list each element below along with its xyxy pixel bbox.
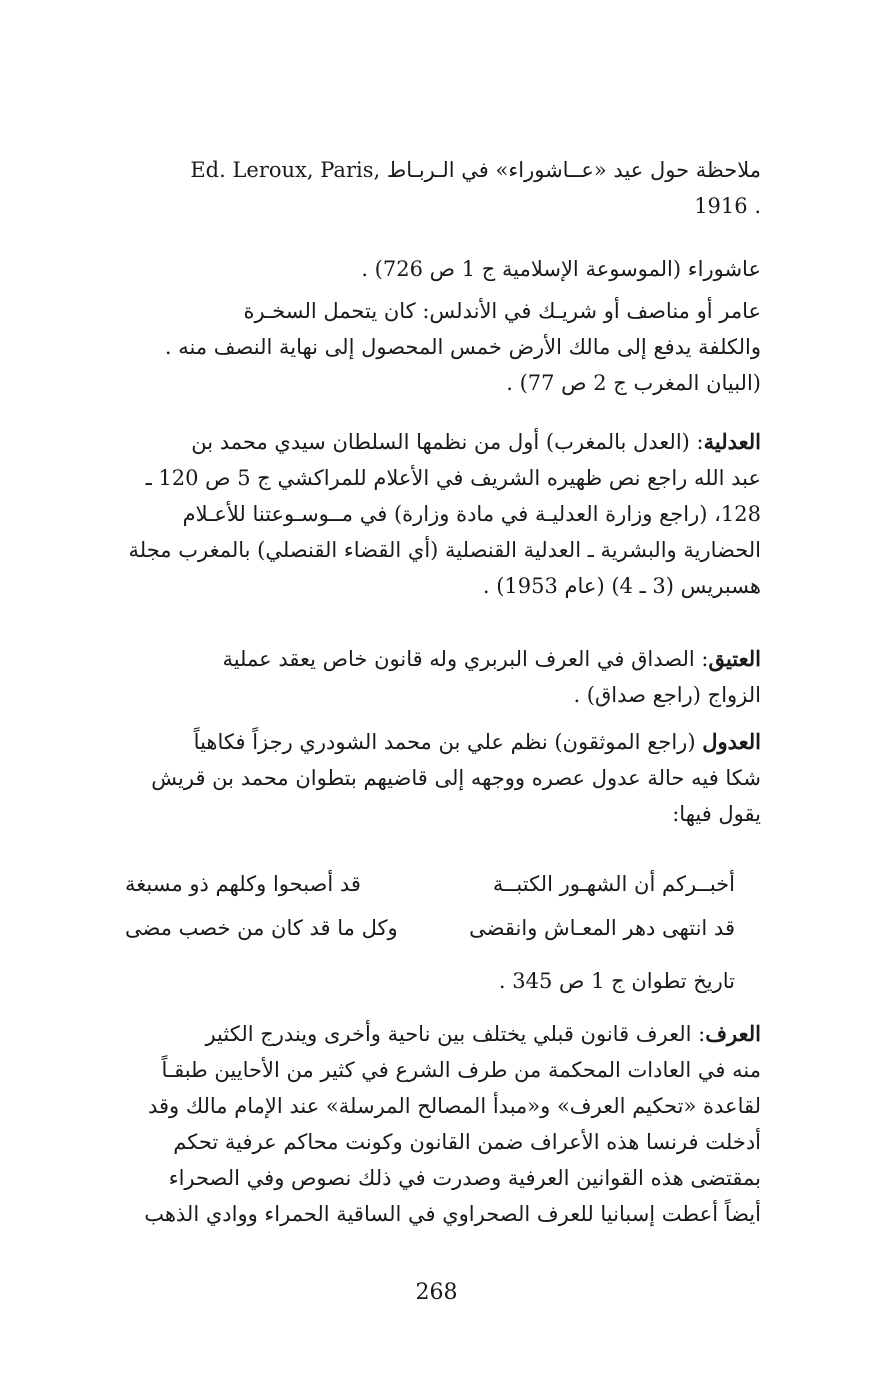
entry-line: الزواج (راجع صداق) . bbox=[573, 683, 761, 707]
entry-line: والكلفة يدفع إلى مالك الأرض خمس المحصول إلى نهاية النصف منه . bbox=[164, 335, 761, 359]
entry-line: الحضارية والبشرية ـ العدلية القنصلية (أي القضاء القنصلي) بالمغرب مجلة bbox=[128, 538, 761, 562]
entry-line bbox=[111, 641, 761, 677]
entry-urf bbox=[111, 1016, 761, 1232]
entry-text: (راجع الموثقون) نظم علي بن محمد الشودري رجزاً فكاهياً bbox=[193, 730, 703, 754]
entry-text: : الصداق في العرف البربري وله قانون خاص يعقد عملية bbox=[222, 647, 709, 671]
entry-udul bbox=[111, 724, 761, 832]
entry-line: أيضاً أعطت إسبانيا للعرف الصحراوي في الساقية الحمراء ووادي الذهب bbox=[144, 1202, 761, 1226]
verse-first-hemistich: أخبــركم أن الشهـور الكتبــة bbox=[492, 872, 735, 896]
entry-line: عاشوراء (الموسوعة الإسلامية ج 1 ص 726) . bbox=[361, 257, 761, 281]
entry-line: شكا فيه حالة عدول عصره ووجهه إلى قاضيهم بتطوان محمد بن قريش bbox=[151, 766, 761, 790]
verse-second-hemistich: قد أصبحوا وكلهم ذو مسبغة bbox=[125, 872, 361, 896]
entry-text: : العرف قانون قبلي يختلف بين ناحية وأخرى ويندرج الكثير bbox=[205, 1022, 706, 1046]
entry-ashura bbox=[111, 251, 761, 287]
entry-adliya bbox=[111, 424, 761, 604]
entry-ateeq bbox=[111, 641, 761, 713]
entry-line: (البيان المغرب ج 2 ص 77) . bbox=[506, 371, 761, 395]
entry-line: منه في العادات المحكمة من طرف الشرع في كثير من الأحايين طبقـاً bbox=[161, 1058, 761, 1082]
verse-second-hemistich: وكل ما قد كان من خصب مضى bbox=[125, 916, 398, 940]
entry-line: تاريخ تطوان ج 1 ص 345 . bbox=[498, 969, 735, 993]
entry-line: هسبريس (3 ـ 4) (عام 1953) . bbox=[482, 574, 761, 598]
entry-line: عامر أو مناصف أو شريـك في الأندلس: كان يتحمل السخـرة bbox=[243, 299, 761, 323]
entry-line: 128، (راجع وزارة العدليـة في مادة وزارة) في مــوسـوعتنا للأعـلام bbox=[182, 502, 761, 526]
page-number: 268 bbox=[415, 1280, 458, 1305]
entry-leroux-note bbox=[111, 152, 761, 224]
poem-verse bbox=[125, 866, 735, 902]
entry-line bbox=[111, 1016, 761, 1052]
entry-term: العدلية bbox=[703, 429, 761, 454]
entry-line bbox=[111, 152, 761, 188]
entry-term: العرف bbox=[705, 1021, 761, 1046]
entry-line: . 1916 bbox=[694, 194, 761, 218]
entry-line bbox=[111, 724, 761, 760]
entry-text: : (العدل بالمغرب) أول من نظمها السلطان سيدي محمد بن bbox=[191, 430, 704, 454]
leroux-latin-text: Ed. Leroux, Paris, bbox=[190, 158, 381, 182]
entry-amir bbox=[111, 293, 761, 401]
entry-line bbox=[111, 424, 761, 460]
entry-line: لقاعدة «تحكيم العرف» و«مبدأ المصالح المرسلة» عند الإمام مالك وقد bbox=[147, 1094, 761, 1118]
leroux-arabic-text: ملاحظة حول عيد «عــاشوراء» في الـربـاط bbox=[386, 158, 761, 182]
poem-verse bbox=[125, 910, 735, 946]
verse-first-hemistich: قد انتهى دهر المعـاش وانقضى bbox=[469, 916, 735, 940]
entry-line: عبد الله راجع نص ظهيره الشريف في الأعلام للمراكشي ج 5 ص 120 ـ bbox=[145, 466, 761, 490]
poem-source bbox=[135, 963, 735, 999]
entry-line: يقول فيها: bbox=[672, 802, 761, 826]
entry-line: أدخلت فرنسا هذه الأعراف ضمن القانون وكونت محاكم عرفية تحكم bbox=[173, 1130, 761, 1154]
entry-term: العتيق bbox=[708, 646, 761, 671]
entry-term: العدول bbox=[702, 729, 761, 754]
entry-line: بمقتضى هذه القوانين العرفية وصدرت في ذلك نصوص وفي الصحراء bbox=[168, 1166, 761, 1190]
